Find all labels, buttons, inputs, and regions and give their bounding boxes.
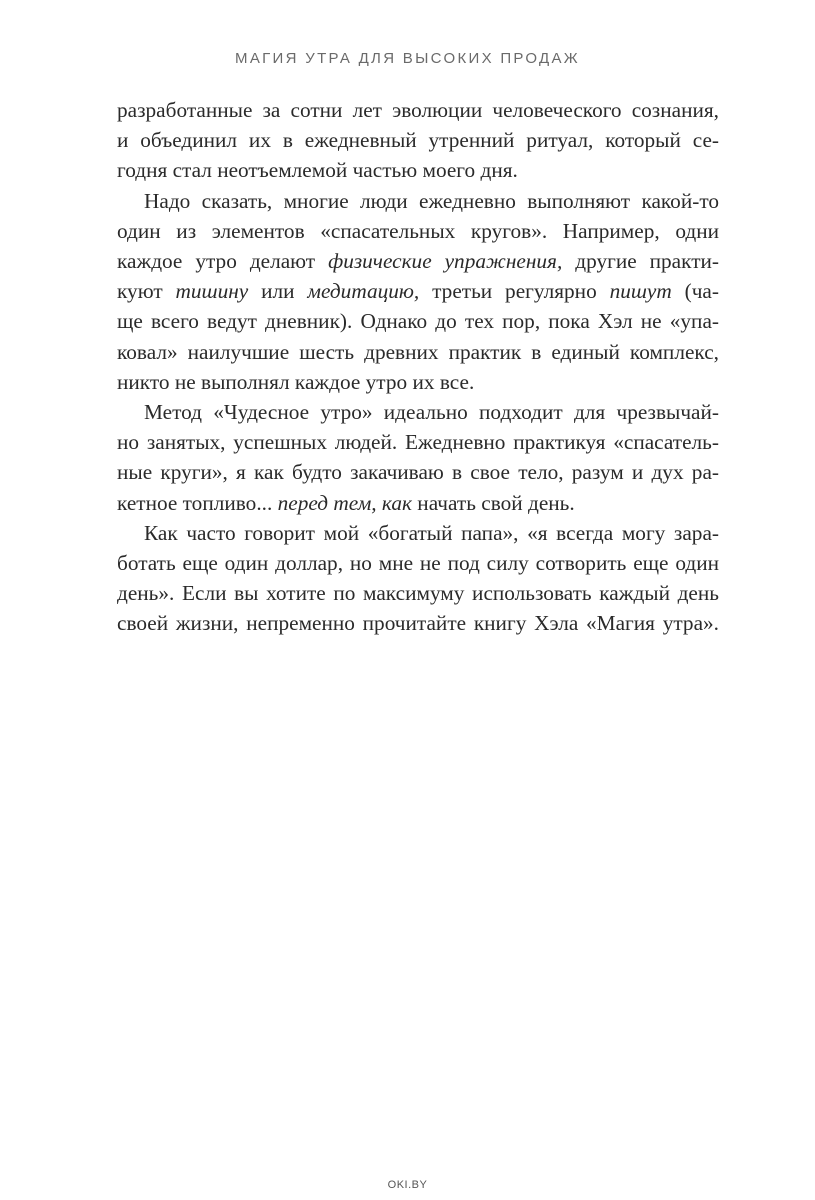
text-line: куют тишину или медитацию, третьи регулярно пишут (ча- — [117, 279, 719, 304]
text-line: годня стал неотъемлемой частью моего дня. — [117, 158, 518, 183]
body-text — [117, 95, 719, 639]
paragraph — [117, 397, 719, 518]
text-line: один из элементов «спасательных кругов». Например, одни — [117, 218, 719, 243]
text-line: но занятых, успешных людей. Ежедневно практикуя «спасатель- — [117, 430, 719, 455]
italic-phrase: пишут — [609, 279, 672, 304]
paragraph — [117, 95, 719, 186]
text-line: ще всего ведут дневник). Однако до тех пор, пока Хэл не «упа- — [117, 309, 719, 334]
text-line: ковал» наилучшие шесть древних практик в единый комплекс, — [117, 339, 719, 364]
text-line: день». Если вы хотите по максимуму использовать каждый день — [117, 581, 719, 606]
text-line: своей жизни, непременно прочитайте книгу Хэла «Магия утра». — [117, 611, 719, 636]
text-line: Метод «Чудесное утро» идеально подходит для чрезвычай- — [144, 400, 719, 425]
paragraph — [117, 186, 719, 397]
watermark: OKI.BY — [387, 1179, 428, 1191]
text-line: Надо сказать, многие люди ежедневно выполняют какой-то — [144, 188, 719, 213]
text-line: и объединил их в ежедневный утренний ритуал, который се- — [117, 128, 719, 153]
italic-phrase: тишину — [175, 279, 249, 304]
text-line: ные круги», я как будто закачиваю в свое тело, разум и дух ра- — [117, 460, 719, 485]
text-line: Как часто говорит мой «богатый папа», «я всегда могу зара- — [144, 520, 719, 545]
italic-phrase: медитацию, — [307, 279, 420, 304]
italic-phrase: перед тем, как — [277, 490, 412, 515]
paragraph — [117, 518, 719, 639]
text-line: кетное топливо... перед тем, как начать свой день. — [117, 490, 575, 515]
running-header: МАГИЯ УТРА ДЛЯ ВЫСОКИХ ПРОДАЖ — [235, 50, 580, 67]
text-line: каждое утро делают физические упражнения, другие практи- — [117, 249, 719, 274]
italic-phrase: физические упражнения, — [328, 249, 563, 274]
text-line: ботать еще один доллар, но мне не под силу сотворить еще один — [117, 551, 719, 576]
text-line: никто не выполнял каждое утро их все. — [117, 369, 475, 394]
text-line: разработанные за сотни лет эволюции человеческого сознания, — [117, 98, 719, 122]
